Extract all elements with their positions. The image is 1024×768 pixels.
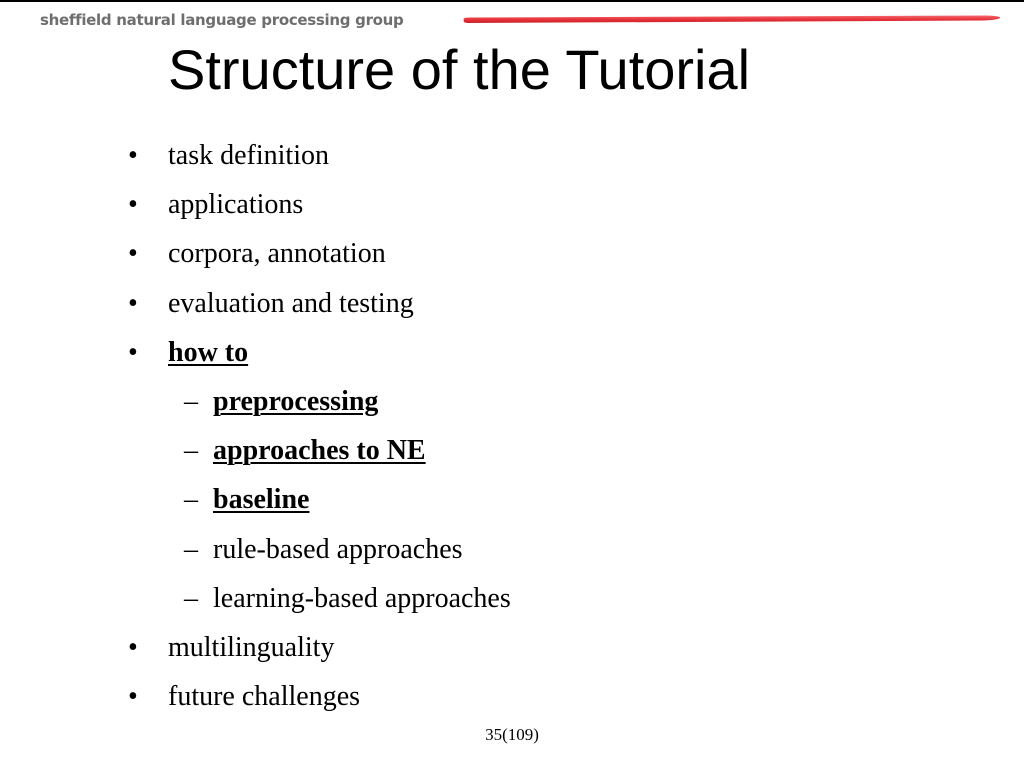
header-logo: sheffield natural language processing group <box>40 11 404 29</box>
item-text: how to <box>168 336 249 368</box>
dash-marker: – <box>184 582 198 614</box>
bullet-marker: • <box>128 140 138 171</box>
header-accent-rule <box>462 13 1002 27</box>
item-text: task definition <box>168 140 329 171</box>
bullet-marker: • <box>128 631 138 663</box>
item-text: baseline <box>213 484 310 516</box>
item-text: applications <box>168 189 304 221</box>
bullet-marker: • <box>128 287 138 319</box>
item-text: corpora, annotation <box>168 238 386 270</box>
item-text: approaches to NE <box>213 435 426 467</box>
item-text: multilinguality <box>168 631 335 663</box>
item-text: rule-based approaches <box>213 533 463 565</box>
bullet-marker: • <box>128 336 138 368</box>
bullet-marker: • <box>128 189 138 221</box>
item-text: future challenges <box>168 681 361 713</box>
dash-marker: – <box>184 435 198 467</box>
slide-title: Structure of the Tutorial <box>168 38 751 101</box>
page-number: 35(109) <box>485 725 539 744</box>
item-text: preprocessing <box>213 385 379 417</box>
bullet-marker: • <box>128 238 138 270</box>
item-text: evaluation and testing <box>168 287 414 319</box>
bullet-marker: • <box>128 681 138 713</box>
top-border-line <box>0 0 1024 2</box>
dash-marker: – <box>184 533 198 565</box>
dash-marker: – <box>184 484 198 516</box>
dash-marker: – <box>184 385 198 417</box>
item-text: learning-based approaches <box>213 582 511 614</box>
